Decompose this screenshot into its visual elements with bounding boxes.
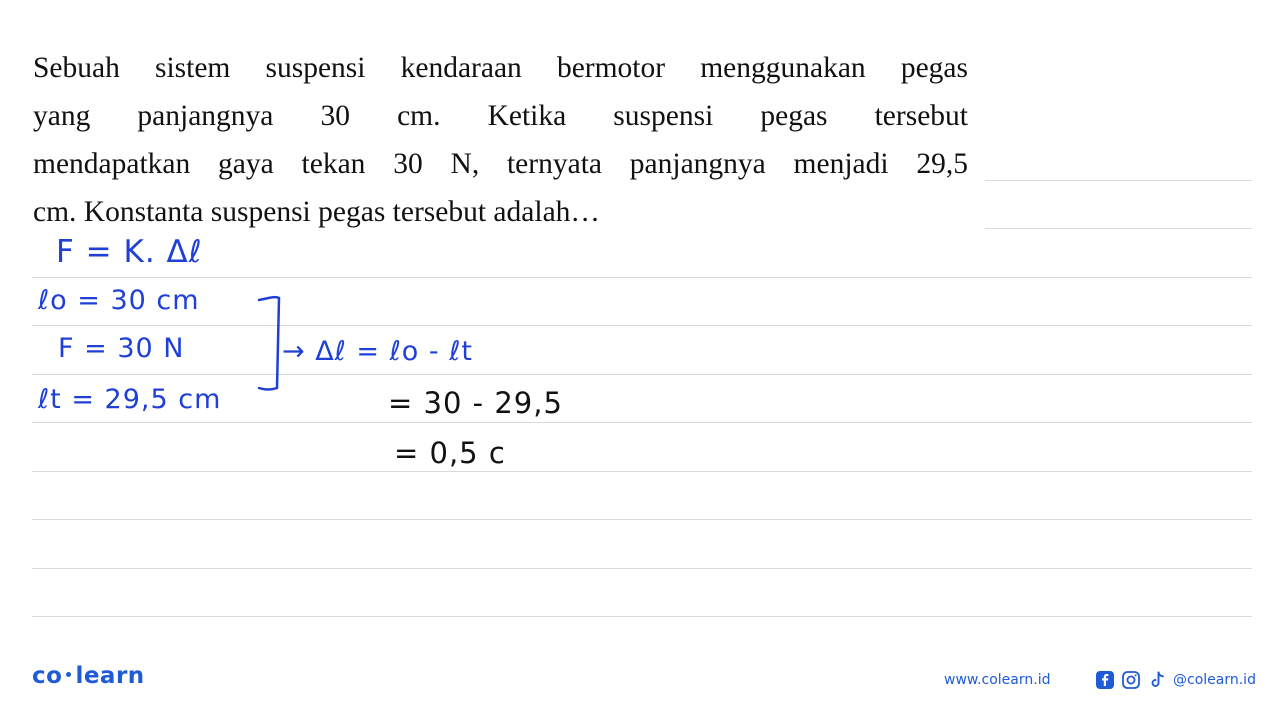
- social-links: [1095, 669, 1256, 691]
- website-link[interactable]: www.colearn.id: [944, 672, 1051, 688]
- ruled-line: [32, 616, 1252, 617]
- question-text: [33, 44, 968, 236]
- ruled-line: [985, 228, 1252, 229]
- bracket-mark: [255, 292, 285, 397]
- final-length-handwritten: ℓt = 29,5 cm: [38, 384, 222, 415]
- ruled-line: [32, 568, 1252, 569]
- question-line: mendapatkan gaya tekan 30 N, ternyata panjangnya menjadi 29,5: [33, 148, 968, 180]
- colearn-logo: [32, 663, 145, 689]
- calculation-step-2: = 0,5 c: [394, 436, 506, 470]
- logo-dot: [66, 672, 71, 677]
- formula-handwritten: F = K. Δℓ: [56, 234, 203, 270]
- logo-text-left: co: [32, 663, 63, 689]
- calculation-step-1: = 30 - 29,5: [388, 386, 563, 420]
- social-handle[interactable]: @colearn.id: [1173, 672, 1256, 688]
- tiktok-icon[interactable]: [1147, 670, 1167, 690]
- delta-length-handwritten: → Δℓ = ℓo - ℓt: [282, 336, 473, 367]
- ruled-line: [32, 471, 1252, 472]
- instagram-icon[interactable]: [1121, 670, 1141, 690]
- ruled-line: [32, 374, 1252, 375]
- initial-length-handwritten: ℓo = 30 cm: [38, 285, 200, 316]
- ruled-line: [32, 422, 1252, 423]
- question-line: yang panjangnya 30 cm. Ketika suspensi pegas tersebut: [33, 100, 968, 132]
- question-line: cm. Konstanta suspensi pegas tersebut adalah…: [33, 196, 600, 228]
- ruled-line: [985, 180, 1252, 181]
- logo-text-right: learn: [75, 663, 145, 689]
- ruled-line: [32, 519, 1252, 520]
- ruled-line: [32, 325, 1252, 326]
- force-handwritten: F = 30 N: [58, 333, 185, 364]
- question-line: Sebuah sistem suspensi kendaraan bermotor menggunakan pegas: [33, 52, 968, 84]
- ruled-line: [32, 277, 1252, 278]
- facebook-icon[interactable]: [1095, 670, 1115, 690]
